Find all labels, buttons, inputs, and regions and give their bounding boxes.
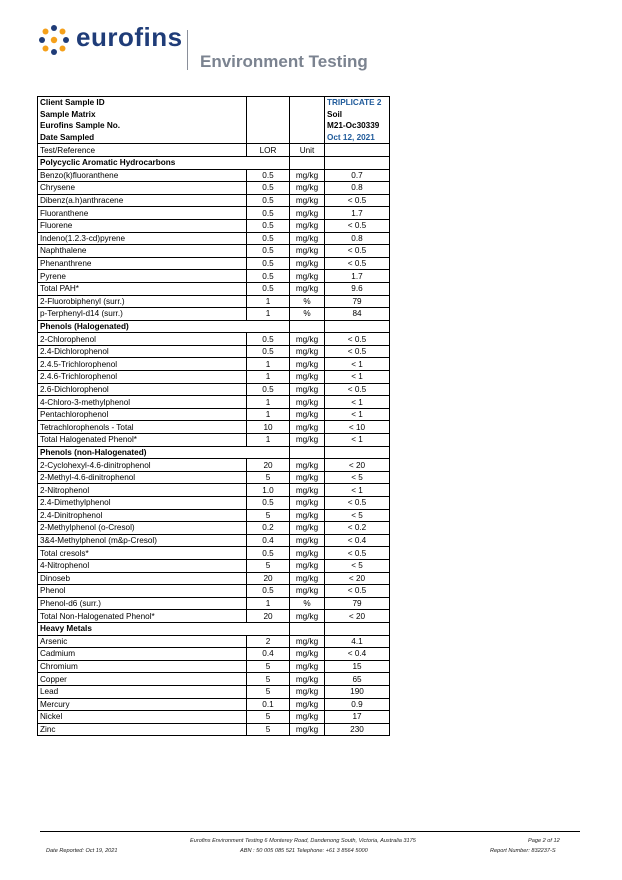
environment-testing-title: Environment Testing — [200, 52, 368, 71]
unit-value: mg/kg — [290, 270, 325, 283]
results-table — [37, 96, 390, 736]
lor-value: 5 — [247, 559, 290, 572]
unit-value: mg/kg — [290, 497, 325, 510]
unit-value: mg/kg — [290, 421, 325, 434]
lor-value: 0.5 — [247, 182, 290, 195]
analyte-name: Arsenic — [38, 635, 247, 648]
section-header-row — [38, 446, 390, 459]
table-row — [38, 358, 390, 371]
lor-value: 0.5 — [247, 547, 290, 560]
analyte-name: Copper — [38, 673, 247, 686]
lor-value: 1 — [247, 408, 290, 421]
table-row — [38, 484, 390, 497]
unit-value: mg/kg — [290, 547, 325, 560]
table-row — [38, 459, 390, 472]
lor-value: 0.4 — [247, 534, 290, 547]
lor-value: 0.5 — [247, 245, 290, 258]
lor-value: 0.4 — [247, 648, 290, 661]
section-title: Heavy Metals — [38, 622, 247, 635]
footer-address: Eurofins Environment Testing 6 Monterey Road, Dandenong South, Victoria, Australia 3175 — [190, 838, 416, 844]
result-value: < 0.5 — [325, 345, 390, 358]
result-value: < 0.5 — [325, 257, 390, 270]
table-row — [38, 509, 390, 522]
result-value: 190 — [325, 685, 390, 698]
unit-value: mg/kg — [290, 509, 325, 522]
lor-value: 1 — [247, 371, 290, 384]
unit-value: mg/kg — [290, 182, 325, 195]
analyte-name: Chromium — [38, 660, 247, 673]
header-row-sample-no — [38, 120, 390, 132]
analyte-name: 2.4-Dichlorophenol — [38, 345, 247, 358]
analyte-name: Total Halogenated Phenol* — [38, 434, 247, 447]
analyte-name: 2.4.5-Trichlorophenol — [38, 358, 247, 371]
header-row-sample-matrix — [38, 109, 390, 121]
analyte-name: 2-Nitrophenol — [38, 484, 247, 497]
unit-value: mg/kg — [290, 408, 325, 421]
table-row — [38, 597, 390, 610]
unit-value: mg/kg — [290, 559, 325, 572]
header-label: Sample Matrix — [38, 109, 247, 121]
unit-value: mg/kg — [290, 685, 325, 698]
table-row — [38, 434, 390, 447]
result-value: 4.1 — [325, 635, 390, 648]
unit-value: mg/kg — [290, 371, 325, 384]
lor-value: 5 — [247, 660, 290, 673]
table-row — [38, 194, 390, 207]
unit-value: mg/kg — [290, 169, 325, 182]
table-row — [38, 711, 390, 724]
unit-value: mg/kg — [290, 610, 325, 623]
lor-value: 1 — [247, 597, 290, 610]
table-row — [38, 534, 390, 547]
analyte-name: 4-Chloro-3-methylphenol — [38, 396, 247, 409]
section-header-row — [38, 320, 390, 333]
analyte-name: 2-Fluorobiphenyl (surr.) — [38, 295, 247, 308]
header-value: Oct 12, 2021 — [325, 132, 390, 144]
lor-value: 0.5 — [247, 497, 290, 510]
lor-value: 0.1 — [247, 698, 290, 711]
result-value: < 0.5 — [325, 383, 390, 396]
unit-value: mg/kg — [290, 396, 325, 409]
analyte-name: Dibenz(a.h)anthracene — [38, 194, 247, 207]
result-value: < 1 — [325, 358, 390, 371]
table-row — [38, 648, 390, 661]
analyte-name: Fluoranthene — [38, 207, 247, 220]
result-value: < 0.5 — [325, 547, 390, 560]
column-header-row — [38, 144, 390, 157]
table-row — [38, 219, 390, 232]
unit-value: mg/kg — [290, 459, 325, 472]
lor-value: 0.5 — [247, 333, 290, 346]
lor-value: 1 — [247, 434, 290, 447]
lor-value: 0.5 — [247, 207, 290, 220]
table-row — [38, 282, 390, 295]
analyte-name: 2-Methylphenol (o-Cresol) — [38, 522, 247, 535]
table-row — [38, 572, 390, 585]
result-value: < 0.5 — [325, 585, 390, 598]
table-row — [38, 371, 390, 384]
table-row — [38, 673, 390, 686]
analyte-name: 2-Methyl-4.6-dinitrophenol — [38, 471, 247, 484]
table-row — [38, 421, 390, 434]
lor-value: 5 — [247, 711, 290, 724]
footer-date-reported: Date Reported: Oct 19, 2021 — [46, 848, 118, 854]
table-row — [38, 497, 390, 510]
result-value: < 1 — [325, 434, 390, 447]
lor-value: 5 — [247, 509, 290, 522]
result-value: < 0.5 — [325, 497, 390, 510]
footer-report-number: Report Number: 832237-S — [490, 848, 556, 854]
analyte-name: Nickel — [38, 711, 247, 724]
analyte-name: Zinc — [38, 723, 247, 736]
result-value: 0.8 — [325, 182, 390, 195]
lor-value: 0.5 — [247, 194, 290, 207]
footer-page-number: Page 2 of 12 — [528, 838, 560, 844]
result-value: < 0.5 — [325, 194, 390, 207]
lor-value: 5 — [247, 723, 290, 736]
table-row — [38, 169, 390, 182]
analyte-name: Phenol-d6 (surr.) — [38, 597, 247, 610]
lor-value: 20 — [247, 610, 290, 623]
result-value: < 5 — [325, 471, 390, 484]
table-row — [38, 408, 390, 421]
header-label: Client Sample ID — [38, 97, 247, 109]
unit-value: mg/kg — [290, 585, 325, 598]
section-header-row — [38, 622, 390, 635]
logo-wordmark: eurofins — [76, 22, 183, 52]
analyte-name: 2.4-Dinitrophenol — [38, 509, 247, 522]
lor-value: 1 — [247, 358, 290, 371]
result-value: 15 — [325, 660, 390, 673]
section-title: Phenols (non-Halogenated) — [38, 446, 247, 459]
lor-value: 0.5 — [247, 257, 290, 270]
unit-value: mg/kg — [290, 333, 325, 346]
table-row — [38, 270, 390, 283]
analyte-name: Naphthalene — [38, 245, 247, 258]
result-value: < 0.2 — [325, 522, 390, 535]
lor-value: 0.5 — [247, 345, 290, 358]
unit-value: mg/kg — [290, 282, 325, 295]
table-row — [38, 257, 390, 270]
analyte-name: Fluorene — [38, 219, 247, 232]
table-row — [38, 610, 390, 623]
analyte-name: Total Non-Halogenated Phenol* — [38, 610, 247, 623]
lor-value: 0.5 — [247, 282, 290, 295]
lor-value: 5 — [247, 673, 290, 686]
lor-value: 20 — [247, 572, 290, 585]
unit-value: mg/kg — [290, 522, 325, 535]
unit-value: mg/kg — [290, 219, 325, 232]
result-value: < 1 — [325, 396, 390, 409]
eurofins-dots-logo-icon — [38, 24, 70, 56]
footer-divider — [40, 831, 580, 832]
analyte-name: Benzo(k)fluoranthene — [38, 169, 247, 182]
lor-value: 5 — [247, 471, 290, 484]
table-row — [38, 383, 390, 396]
result-value: 1.7 — [325, 270, 390, 283]
result-value: 17 — [325, 711, 390, 724]
unit-value: mg/kg — [290, 572, 325, 585]
result-value: 1.7 — [325, 207, 390, 220]
section-header-row — [38, 156, 390, 169]
unit-value: mg/kg — [290, 245, 325, 258]
unit-value: % — [290, 295, 325, 308]
header-row-date-sampled — [38, 132, 390, 144]
analyte-name: 4-Nitrophenol — [38, 559, 247, 572]
header-row-client-sample-id — [38, 97, 390, 109]
table-row — [38, 207, 390, 220]
unit-value: mg/kg — [290, 723, 325, 736]
lor-value: 1 — [247, 295, 290, 308]
analyte-name: Cadmium — [38, 648, 247, 661]
unit-value: mg/kg — [290, 534, 325, 547]
lor-value: 0.5 — [247, 383, 290, 396]
lor-value: 10 — [247, 421, 290, 434]
table-row — [38, 660, 390, 673]
analyte-name: Indeno(1.2.3-cd)pyrene — [38, 232, 247, 245]
unit-value: mg/kg — [290, 207, 325, 220]
unit-value: mg/kg — [290, 471, 325, 484]
analyte-name: 2.6-Dichlorophenol — [38, 383, 247, 396]
lor-value: 5 — [247, 685, 290, 698]
result-value: 79 — [325, 295, 390, 308]
analyte-name: Phenol — [38, 585, 247, 598]
unit-value: mg/kg — [290, 673, 325, 686]
result-value: 9.6 — [325, 282, 390, 295]
table-row — [38, 635, 390, 648]
analyte-name: 2-Cyclohexyl-4.6-dinitrophenol — [38, 459, 247, 472]
unit-value: mg/kg — [290, 345, 325, 358]
result-value: 0.7 — [325, 169, 390, 182]
unit-value: mg/kg — [290, 194, 325, 207]
analyte-name: Dinoseb — [38, 572, 247, 585]
result-value: < 1 — [325, 484, 390, 497]
lor-value: 0.5 — [247, 219, 290, 232]
lor-value: 0.5 — [247, 232, 290, 245]
unit-value: mg/kg — [290, 635, 325, 648]
table-row — [38, 559, 390, 572]
analyte-name: 2.4-Dimethylphenol — [38, 497, 247, 510]
analyte-name: Total cresols* — [38, 547, 247, 560]
unit-value: mg/kg — [290, 711, 325, 724]
result-value: < 0.5 — [325, 333, 390, 346]
result-value: < 20 — [325, 459, 390, 472]
table-row — [38, 471, 390, 484]
analyte-name: Chrysene — [38, 182, 247, 195]
column-header-unit: Unit — [290, 144, 325, 157]
header-value: TRIPLICATE 2 — [325, 97, 390, 109]
section-title: Polycyclic Aromatic Hydrocarbons — [38, 156, 247, 169]
result-value: < 0.5 — [325, 219, 390, 232]
table-row — [38, 245, 390, 258]
lor-value: 2 — [247, 635, 290, 648]
table-row — [38, 182, 390, 195]
result-value: < 0.4 — [325, 648, 390, 661]
unit-value: % — [290, 597, 325, 610]
logo-divider — [187, 30, 188, 70]
table-row — [38, 295, 390, 308]
analyte-name: Pyrene — [38, 270, 247, 283]
analyte-name: Total PAH* — [38, 282, 247, 295]
analyte-name: Phenanthrene — [38, 257, 247, 270]
table-row — [38, 522, 390, 535]
analyte-name: Mercury — [38, 698, 247, 711]
table-row — [38, 232, 390, 245]
lor-value: 0.5 — [247, 585, 290, 598]
result-value: < 0.4 — [325, 534, 390, 547]
header-value: Soil — [325, 109, 390, 121]
unit-value: mg/kg — [290, 484, 325, 497]
table-row — [38, 723, 390, 736]
header-label: Date Sampled — [38, 132, 247, 144]
lor-value: 1.0 — [247, 484, 290, 497]
lor-value: 1 — [247, 396, 290, 409]
unit-value: % — [290, 308, 325, 321]
header-label: Eurofins Sample No. — [38, 120, 247, 132]
lor-value: 0.5 — [247, 270, 290, 283]
result-value: < 5 — [325, 509, 390, 522]
analyte-name: Lead — [38, 685, 247, 698]
result-value: 0.8 — [325, 232, 390, 245]
unit-value: mg/kg — [290, 660, 325, 673]
result-value: 0.9 — [325, 698, 390, 711]
unit-value: mg/kg — [290, 358, 325, 371]
unit-value: mg/kg — [290, 257, 325, 270]
section-title: Phenols (Halogenated) — [38, 320, 247, 333]
result-value: 79 — [325, 597, 390, 610]
table-row — [38, 308, 390, 321]
lor-value: 1 — [247, 308, 290, 321]
unit-value: mg/kg — [290, 434, 325, 447]
result-value: < 1 — [325, 371, 390, 384]
table-row — [38, 547, 390, 560]
lor-value: 20 — [247, 459, 290, 472]
result-value: < 5 — [325, 559, 390, 572]
unit-value: mg/kg — [290, 698, 325, 711]
table-row — [38, 333, 390, 346]
header-value: M21-Oc30339 — [325, 120, 390, 132]
lor-value: 0.5 — [247, 169, 290, 182]
column-header-lor: LOR — [247, 144, 290, 157]
unit-value: mg/kg — [290, 383, 325, 396]
analyte-name: 3&4-Methylphenol (m&p-Cresol) — [38, 534, 247, 547]
analyte-name: Tetrachlorophenols - Total — [38, 421, 247, 434]
analyte-name: p-Terphenyl-d14 (surr.) — [38, 308, 247, 321]
result-value: < 10 — [325, 421, 390, 434]
lor-value: 0.2 — [247, 522, 290, 535]
result-value: 230 — [325, 723, 390, 736]
analyte-name: Pentachlorophenol — [38, 408, 247, 421]
column-header-test: Test/Reference — [38, 144, 247, 157]
table-row — [38, 698, 390, 711]
result-value: < 20 — [325, 610, 390, 623]
result-value: 65 — [325, 673, 390, 686]
table-row — [38, 585, 390, 598]
table-row — [38, 345, 390, 358]
analyte-name: 2.4.6-Trichlorophenol — [38, 371, 247, 384]
result-value: 84 — [325, 308, 390, 321]
result-value: < 0.5 — [325, 245, 390, 258]
unit-value: mg/kg — [290, 648, 325, 661]
unit-value: mg/kg — [290, 232, 325, 245]
table-row — [38, 396, 390, 409]
table-row — [38, 685, 390, 698]
result-value: < 1 — [325, 408, 390, 421]
result-value: < 20 — [325, 572, 390, 585]
analyte-name: 2-Chlorophenol — [38, 333, 247, 346]
footer-abn: ABN : 50 005 085 521 Telephone: +61 3 8564 5000 — [240, 848, 368, 854]
